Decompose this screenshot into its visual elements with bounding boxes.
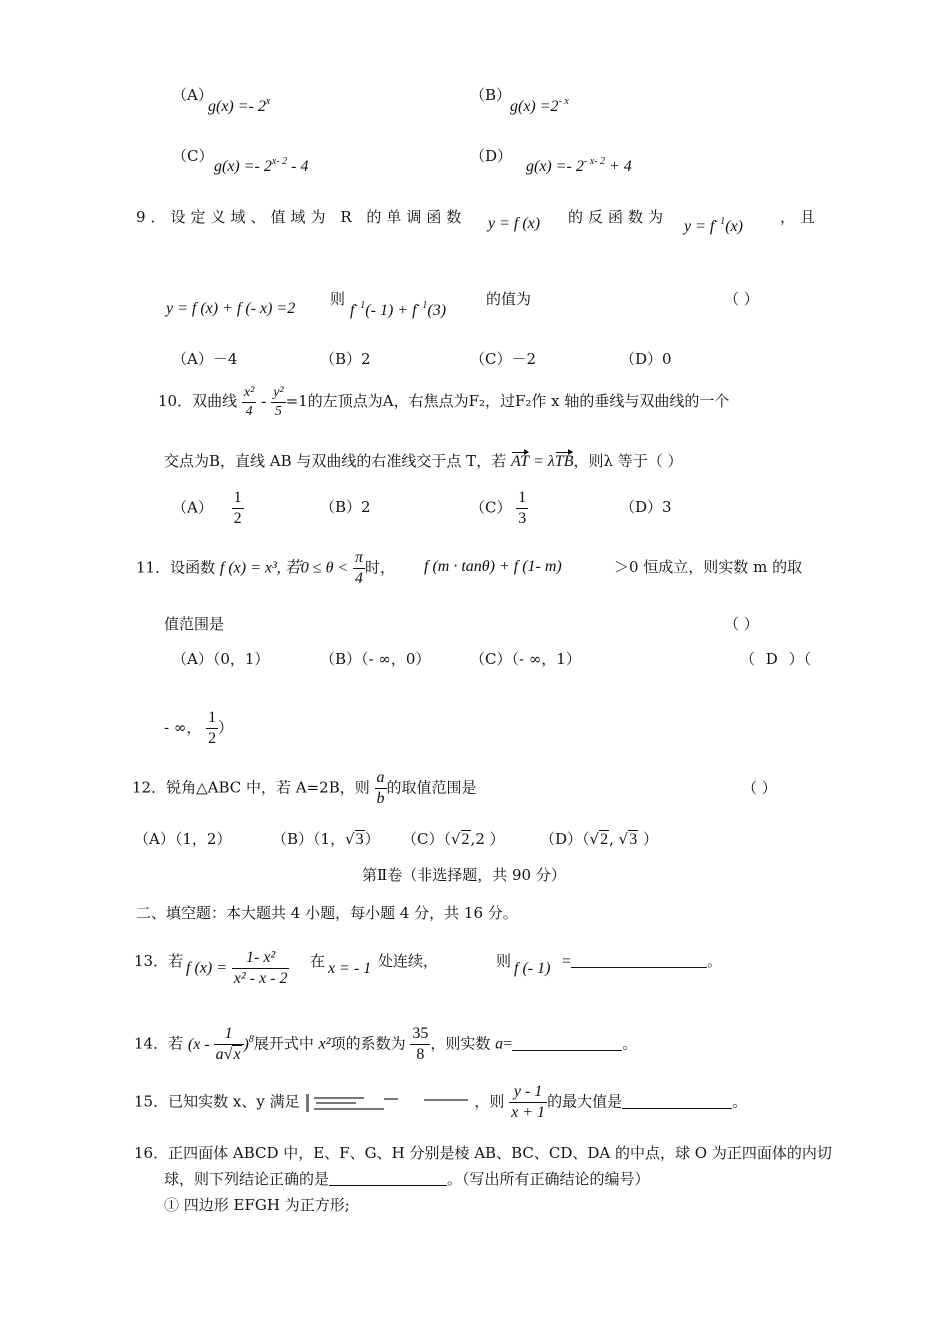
q15-text-b: ，则 (474, 1092, 505, 1111)
q8-option-a-label: （A） (172, 86, 213, 104)
q16-item-1: ① 四边形 EFGH 为正方形; (164, 1196, 350, 1214)
q10-option-b: （B）2 (320, 498, 371, 516)
q13-end: 。 (707, 952, 723, 970)
q9-option-b: （B）2 (320, 350, 371, 368)
q16-number: 16． (134, 1144, 169, 1162)
q10-number: 10． (158, 392, 193, 410)
q11-number: 11． (136, 558, 171, 577)
q11-text-b: 时， (365, 558, 396, 577)
q14-ruo: 若 (168, 1034, 184, 1053)
q15-constraint-image (304, 1092, 474, 1114)
q14-text-c: ，则实数 (430, 1034, 491, 1053)
q15-answer-blank[interactable] (622, 1094, 732, 1109)
q10-vector-equation: AT = λTB (510, 453, 574, 470)
q15-text-c: 的最大值是 (547, 1092, 623, 1111)
q9-ze: 则 (330, 290, 346, 308)
q8-option-c-label: （C） (172, 147, 214, 165)
q10-line-2-end: ，则λ 等于（ ） (573, 452, 683, 470)
q12-option-a: （A）（1，2） (134, 830, 232, 848)
q9-number: 9． (136, 208, 171, 226)
q15-text-a: 已知实数 x、y 满足 (168, 1092, 300, 1111)
q11-text-a: 设函数 (170, 558, 216, 577)
q12-option-b: （B）（1，√3） (272, 830, 380, 848)
q9-option-a: （A）－4 (172, 350, 238, 368)
q8-option-b-expr: $g(x) =2^{- x}$ (510, 96, 569, 115)
q10-text-b: =1的左顶点为A，右焦点为F₂，过F₂作 x 轴的垂线与双曲线的一个 (285, 392, 730, 410)
q8-option-a-expr: g(x) =- 2$^x$ (208, 96, 271, 115)
q16-answer-blank[interactable] (329, 1171, 447, 1186)
q9-condition: y = f (x) + f (- x) =2 (166, 300, 296, 317)
q14-coefficient: $\frac{35}{8}$ (412, 1025, 429, 1063)
q16-line-2a: 球，则下列结论正确的是 (164, 1170, 330, 1188)
q14-binomial: (x - $\frac{1}{a√x}$ )$^8$ (187, 1025, 254, 1064)
q9-function: y = f (x) (488, 215, 541, 232)
q14-number: 14． (134, 1034, 169, 1053)
q15-number: 15． (134, 1092, 169, 1111)
q11-option-d-cont: - ∞， $\frac{1}{2}$ ） (164, 709, 234, 747)
q12-option-c: （C）（√2,2 ） (402, 830, 505, 848)
q13-zai: 在 (310, 952, 326, 970)
q12-answer-paren: （ ） (742, 779, 777, 797)
q14-x2: x² (318, 1035, 331, 1053)
q12-option-d: （D）（√2, √3 ） (540, 830, 658, 848)
q11-text-c: ＞0 恒成立，则实数 m 的取 (614, 558, 803, 576)
q14-text-b: 项的系数为 (330, 1034, 406, 1053)
q16-line-2b: 。（写出所有正确结论的编号） (447, 1170, 650, 1188)
q9-expression: $f^{- 1}(-$ $1) + f^{- 1}(3)$ (350, 300, 447, 319)
q13-number: 13． (134, 952, 169, 970)
q10-text-a: 双曲线 (192, 392, 238, 410)
q8-option-b-label: （B） (470, 86, 512, 104)
q13-fx: f (x) = (186, 959, 227, 977)
q10-fraction-y: $\frac{\text{y²}}{5}$ (273, 385, 284, 419)
q14-answer-blank[interactable] (512, 1036, 622, 1051)
q8-option-d-expr: $g(x) =- 2^{- x- 2} + 4$ (526, 156, 632, 175)
q9-option-d: （D）0 (620, 350, 672, 368)
q8-option-c-expr: g(x) =- 2$^{x- 2}$ - 4 (214, 156, 309, 175)
q10-option-a: （A） $\frac{1}{2}$ (172, 489, 242, 527)
q15-end: 。 (732, 1092, 748, 1111)
q9-answer-paren: （ ） (724, 290, 759, 308)
q11-option-c: （C）（- ∞，1） (470, 650, 581, 668)
q10-line-2: 交点为B，直线 AB 与双曲线的右准线交于点 T，若 (164, 452, 507, 470)
q9-text-3: ，且 (780, 208, 821, 226)
q12-text-a: 锐角△ABC 中，若 A=2B，则 (166, 778, 370, 797)
q12-fraction: $\frac{a}{b}$ (376, 769, 385, 807)
section-2-title: 第Ⅱ卷（非选择题，共 90 分） (362, 866, 566, 884)
q10-option-d: （D）3 (620, 498, 672, 516)
q10-option-c: （C） $\frac{1}{3}$ (470, 489, 527, 527)
q10-fraction-x: $\frac{\text{x²}}{4}$ (243, 385, 255, 419)
q9-option-c: （C）－2 (470, 350, 537, 368)
q14-text-a: 展开式中 (253, 1034, 314, 1053)
q9-text: 设定义域、值域为 R 的单调函数 (170, 208, 467, 226)
q12-number: 12． (132, 778, 167, 797)
q9-text-2: 的反函数为 (568, 208, 669, 226)
q13-ruo: 若 (168, 952, 184, 970)
q11-option-b: （B）（- ∞，0） (320, 650, 431, 668)
q14-end: 。 (622, 1034, 638, 1053)
q13-fraction: $\frac{\text{1- x²}}{\text{x² - x - 2}}$ (233, 949, 288, 987)
q11-function: f (x) = x³, 若0 ≤ θ < (219, 559, 349, 577)
q11-pi-fraction: $\frac{\pi}{4}$ (355, 549, 364, 587)
q15-fraction: $\frac{y - 1}{x + 1}$ (511, 1083, 546, 1121)
q13-text: 处连续， (378, 952, 439, 970)
q16-line-1: 正四面体 ABCD 中，E、F、G、H 分别是棱 AB、BC、CD、DA 的中点，球 O 为正四面体的内切 (168, 1144, 832, 1162)
q11-answer-paren: （ ） (724, 615, 759, 633)
q12-text-b: 的取值范围是 (386, 778, 477, 797)
part-2-heading: 二、填空题：本大题共 4 小题，每小题 4 分，共 16 分。 (136, 904, 518, 922)
q9-inverse: $y = f^{- 1}(x)$ (684, 216, 743, 235)
q13-expression: f (- 1) (514, 960, 551, 977)
q8-option-d-label: （D） (470, 147, 513, 165)
q9-tail: 的值为 (486, 290, 532, 308)
q13-point: x = - 1 (328, 960, 372, 977)
q11-option-a: （A）（0，1） (172, 650, 270, 668)
q11-option-d: （ D ）（ (740, 650, 812, 668)
q11-inequality: f (m · tanθ) + f (1- m) (424, 558, 562, 575)
q11-line-2: 值范围是 (164, 615, 225, 633)
q13-answer-blank[interactable] (571, 953, 707, 968)
q13-ze: 则 (496, 952, 512, 970)
